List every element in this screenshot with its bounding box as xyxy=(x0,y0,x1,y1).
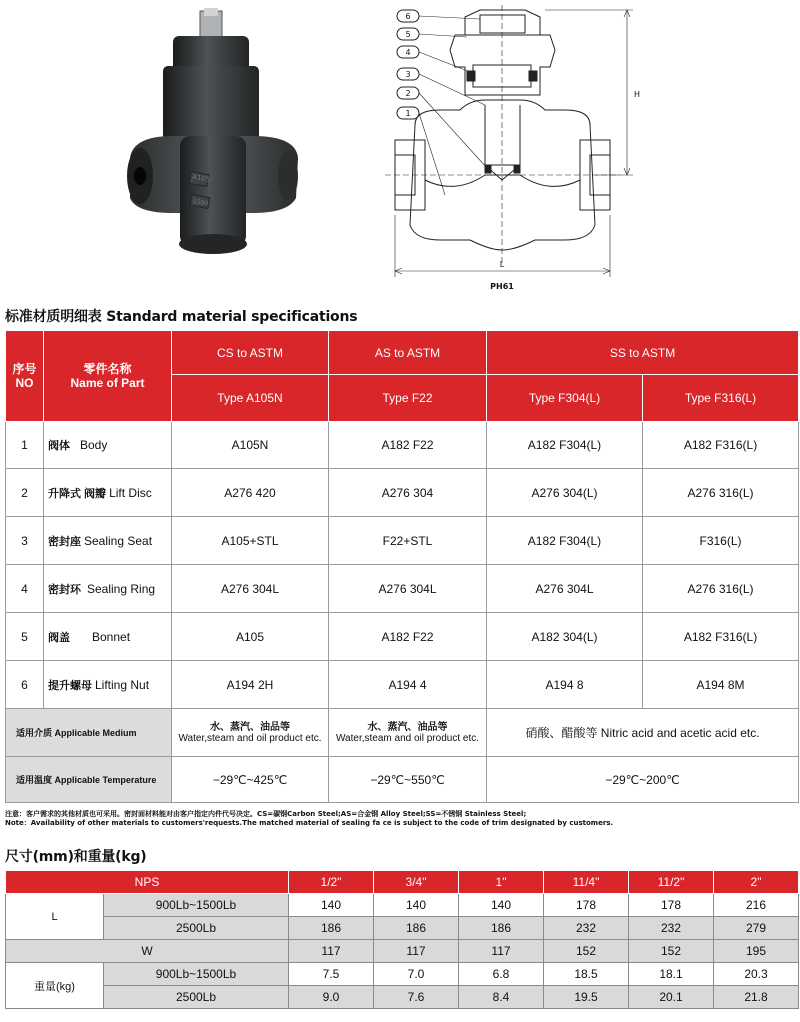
table-row xyxy=(6,422,799,469)
cell: A276 316(L) xyxy=(643,565,799,613)
header-size: 1/2" xyxy=(289,871,374,894)
cell: A105 xyxy=(172,613,329,661)
cell: A194 2H xyxy=(172,661,329,709)
header-type-f22: Type F22 xyxy=(329,375,487,422)
cell: F316(L) xyxy=(643,517,799,565)
cell: 6.8 xyxy=(459,963,544,986)
callout-6: 6 xyxy=(405,12,411,21)
table-row xyxy=(6,917,799,940)
dimensions-table xyxy=(5,870,799,1009)
row-no: 5 xyxy=(6,613,44,661)
cell: 178 xyxy=(629,894,714,917)
cell: A105+STL xyxy=(172,517,329,565)
cell: 117 xyxy=(459,940,544,963)
header-size: 11/4" xyxy=(544,871,629,894)
dimensions-title: 尺寸(mm)和重量(kg) xyxy=(5,849,147,865)
callout-4: 4 xyxy=(405,48,411,57)
cell: A276 304L xyxy=(487,565,643,613)
cell: A182 F22 xyxy=(329,613,487,661)
cell: A276 304L xyxy=(172,565,329,613)
header-size: 2" xyxy=(714,871,799,894)
table-row xyxy=(6,517,799,565)
valve-section-drawing xyxy=(385,5,660,300)
dim-l-label: L xyxy=(499,260,505,269)
notes xyxy=(5,810,613,828)
cell: 279 xyxy=(714,917,799,940)
note-zh: 注意：客户需求的其他材质也可采用。密封面材料能对由客户指定内件代号决定。CS=碳钢Carbon Steel;AS=合金钢 Alloy Steel;SS=不锈钢 Stainless Steel; xyxy=(5,810,527,818)
cell: 152 xyxy=(629,940,714,963)
cell: A182 F304(L) xyxy=(487,517,643,565)
cell: 117 xyxy=(289,940,374,963)
table-row xyxy=(6,894,799,917)
cell: 140 xyxy=(374,894,459,917)
header-nps: NPS xyxy=(6,871,289,894)
cell: 216 xyxy=(714,894,799,917)
cell: A276 316(L) xyxy=(643,469,799,517)
temperature-label: 适用温度 Applicable Temperature xyxy=(6,757,172,803)
table-row xyxy=(6,613,799,661)
w-label: W xyxy=(6,940,289,963)
callout-5: 5 xyxy=(405,30,411,39)
header-type-f316l: Type F316(L) xyxy=(643,375,799,422)
cell: A194 8 xyxy=(487,661,643,709)
row-no: 2 xyxy=(6,469,44,517)
cell: 8.4 xyxy=(459,986,544,1009)
header-part-name: 零件名称 Name of Part xyxy=(44,331,172,422)
cell: 9.0 xyxy=(289,986,374,1009)
class-label: 900Lb~1500Lb xyxy=(104,963,289,986)
temperature-ss: −29℃~200℃ xyxy=(487,757,799,803)
materials-table xyxy=(5,330,799,803)
valve-photo xyxy=(118,8,308,258)
callout-1: 1 xyxy=(405,109,411,118)
header-size: 3/4" xyxy=(374,871,459,894)
cell: 140 xyxy=(459,894,544,917)
table-row xyxy=(6,469,799,517)
table-row xyxy=(6,565,799,613)
header-ss: SS to ASTM xyxy=(487,331,799,375)
cell: F22+STL xyxy=(329,517,487,565)
medium-cs: 水、蒸汽、油品等 Water,steam and oil product etc. xyxy=(172,709,329,757)
header-type-a105n: Type A105N xyxy=(172,375,329,422)
cell: A182 F22 xyxy=(329,422,487,469)
row-no: 6 xyxy=(6,661,44,709)
cell: 232 xyxy=(629,917,714,940)
cell: A182 F316(L) xyxy=(643,613,799,661)
row-no: 3 xyxy=(6,517,44,565)
medium-row xyxy=(6,709,799,757)
svg-text:A105: A105 xyxy=(191,172,211,184)
cell: 7.5 xyxy=(289,963,374,986)
cell: A194 8M xyxy=(643,661,799,709)
table-row xyxy=(6,963,799,986)
medium-as: 水、蒸汽、油品等 Water,steam and oil product etc. xyxy=(329,709,487,757)
cell: 152 xyxy=(544,940,629,963)
cell: 195 xyxy=(714,940,799,963)
cell: 18.1 xyxy=(629,963,714,986)
cell: 18.5 xyxy=(544,963,629,986)
cell: 19.5 xyxy=(544,986,629,1009)
class-label: 2500Lb xyxy=(104,917,289,940)
cell: A105N xyxy=(172,422,329,469)
l-label: L xyxy=(6,894,104,940)
table-row xyxy=(6,940,799,963)
cell: 7.6 xyxy=(374,986,459,1009)
row-no: 1 xyxy=(6,422,44,469)
cell: 186 xyxy=(289,917,374,940)
callout-2: 2 xyxy=(405,89,411,98)
cell: 232 xyxy=(544,917,629,940)
table-row xyxy=(6,986,799,1009)
cell: 117 xyxy=(374,940,459,963)
class-label: 2500Lb xyxy=(104,986,289,1009)
cell: A276 304 xyxy=(329,469,487,517)
header-size: 11/2" xyxy=(629,871,714,894)
part-name: 阀体 Body xyxy=(44,422,172,469)
cell: A276 304(L) xyxy=(487,469,643,517)
cell: 7.0 xyxy=(374,963,459,986)
part-name: 密封环 Sealing Ring xyxy=(44,565,172,613)
cell: 20.1 xyxy=(629,986,714,1009)
svg-text:1500: 1500 xyxy=(192,197,209,208)
cell: 186 xyxy=(459,917,544,940)
cell: A182 F316(L) xyxy=(643,422,799,469)
medium-ss: 硝酸、醋酸等 Nitric acid and acetic acid etc. xyxy=(487,709,799,757)
part-name: 密封座 Sealing Seat xyxy=(44,517,172,565)
cell: A276 304L xyxy=(329,565,487,613)
callout-3: 3 xyxy=(405,70,411,79)
note-en: Note：Availability of other materials to customers'requests.The matched material of sealing fa ce is subject to the code of trim designated by customers. xyxy=(5,819,614,827)
weight-label: 重量(kg) xyxy=(6,963,104,1009)
header-cs: CS to ASTM xyxy=(172,331,329,375)
cell: 186 xyxy=(374,917,459,940)
cell: 20.3 xyxy=(714,963,799,986)
table-row xyxy=(6,661,799,709)
dim-h-label: H xyxy=(633,90,641,99)
cell: 178 xyxy=(544,894,629,917)
materials-title: 标准材质明细表 Standard material specifications xyxy=(5,309,358,325)
header-as: AS to ASTM xyxy=(329,331,487,375)
header-no: 序号 NO xyxy=(6,331,44,422)
medium-label: 适用介质 Applicable Medium xyxy=(6,709,172,757)
cell: A182 304(L) xyxy=(487,613,643,661)
cell: 21.8 xyxy=(714,986,799,1009)
cell: 140 xyxy=(289,894,374,917)
temperature-cs: −29℃~425℃ xyxy=(172,757,329,803)
header-type-f304l: Type F304(L) xyxy=(487,375,643,422)
cell: A276 420 xyxy=(172,469,329,517)
temperature-as: −29℃~550℃ xyxy=(329,757,487,803)
class-label: 900Lb~1500Lb xyxy=(104,894,289,917)
row-no: 4 xyxy=(6,565,44,613)
cell: A182 F304(L) xyxy=(487,422,643,469)
temperature-row xyxy=(6,757,799,803)
model-label: PH61 xyxy=(490,282,514,291)
header-size: 1" xyxy=(459,871,544,894)
part-name: 升降式 阀瓣 Lift Disc xyxy=(44,469,172,517)
part-name: 提升螺母 Lifting Nut xyxy=(44,661,172,709)
part-name: 阀盖 Bonnet xyxy=(44,613,172,661)
cell: A194 4 xyxy=(329,661,487,709)
